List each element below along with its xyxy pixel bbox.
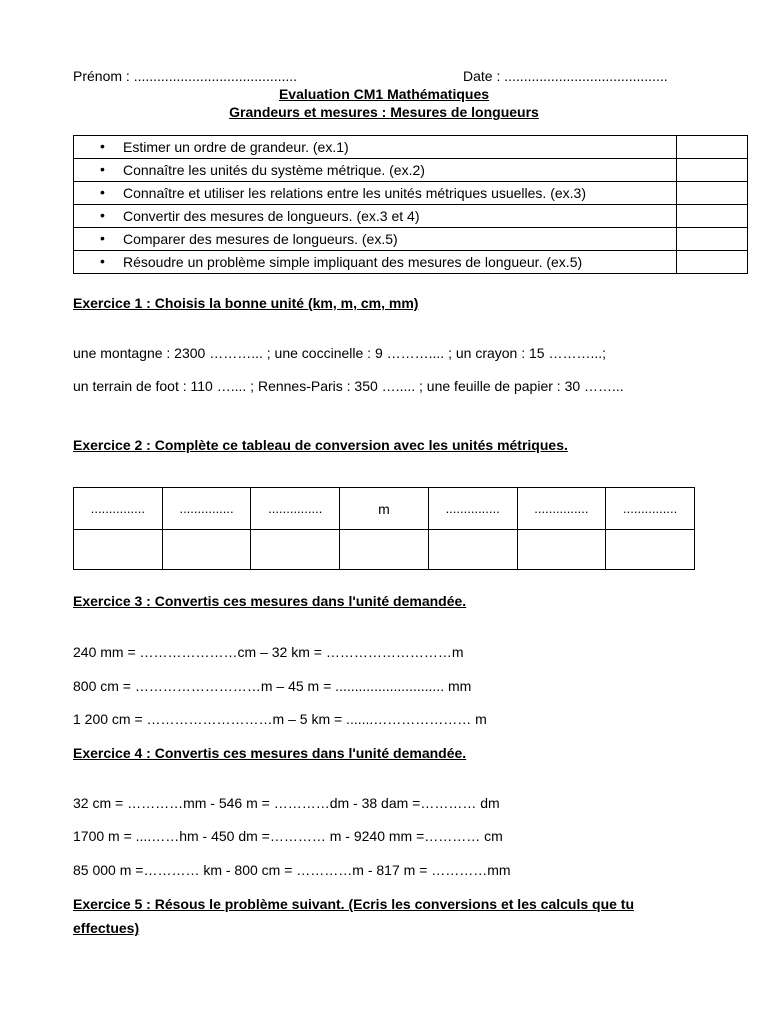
skill-check-box: [677, 159, 748, 182]
skill-label: Estimer un ordre de grandeur. (ex.1): [123, 139, 349, 155]
page-title: Evaluation CM1 Mathématiques: [278, 86, 490, 102]
skill-row: [74, 136, 748, 159]
conversion-cell: ...............: [162, 488, 251, 530]
skill-cell: [74, 205, 677, 228]
skill-label: Résoudre un problème simple impliquant des mesures de longueur. (ex.5): [123, 254, 583, 270]
bullet: •: [100, 253, 105, 269]
conversion-cell: ...............: [251, 488, 340, 530]
conversion-table: [73, 487, 695, 570]
conversion-unit-row: [74, 488, 695, 530]
conversion-cell: m: [340, 488, 429, 530]
exercise-4-title: Exercice 4 : Convertis ces mesures dans l'unité demandée.: [73, 745, 467, 761]
bullet: •: [100, 161, 105, 177]
skill-row: [74, 251, 748, 274]
bullet: •: [100, 138, 105, 154]
skill-row: [74, 182, 748, 205]
bullet: •: [100, 230, 105, 246]
exercise-3-title: Exercice 3 : Convertis ces mesures dans l'unité demandée.: [73, 593, 467, 609]
exercise-5-title-cont: effectues): [73, 920, 140, 936]
conversion-cell: ...............: [606, 488, 695, 530]
exercise-2-title: Exercice 2 : Complète ce tableau de conversion avec les unités métriques.: [73, 437, 568, 453]
skill-label: Connaître les unités du système métrique. (ex.2): [123, 162, 425, 178]
exercise-1-title: Exercice 1 : Choisis la bonne unité (km, m, cm, mm): [73, 295, 419, 311]
exercise-1-line: un terrain de foot : 110 ….... ; Rennes-Paris : 350 …..... ; une feuille de papier : 30 ……...: [73, 378, 624, 394]
exercise-4-line: 1700 m = ....……hm - 450 dm =………… m - 9240 mm =………… cm: [73, 828, 503, 844]
empty-cell: [162, 530, 251, 570]
exercise-3-line: 1 200 cm = ………………………m – 5 km = .......………………… m: [73, 711, 487, 727]
skill-label: Convertir des mesures de longueurs. (ex.3 et 4): [123, 208, 420, 224]
page-subtitle: Grandeurs et mesures : Mesures de longueurs: [229, 104, 539, 120]
skills-table: [73, 135, 748, 274]
skill-cell: [74, 251, 677, 274]
date-field: Date : ..........................................: [463, 68, 668, 84]
conversion-cell: ...............: [428, 488, 517, 530]
exercise-4-line: 32 cm = …………mm - 546 m = …………dm - 38 dam =………… dm: [73, 795, 500, 811]
conversion-cell: ...............: [74, 488, 163, 530]
conversion-cell: ...............: [517, 488, 606, 530]
skill-check-box: [677, 251, 748, 274]
exercise-4-line: 85 000 m =………… km - 800 cm = …………m - 817 m = …………mm: [73, 862, 511, 878]
skill-row: [74, 228, 748, 251]
skill-check-box: [677, 136, 748, 159]
skill-cell: [74, 159, 677, 182]
empty-cell: [517, 530, 606, 570]
prenom-field: Prénom : ..........................................: [73, 68, 298, 84]
skill-check-box: [677, 228, 748, 251]
conversion-empty-row: [74, 530, 695, 570]
empty-cell: [251, 530, 340, 570]
skill-row: [74, 205, 748, 228]
exercise-3-line: 800 cm = ………………………m – 45 m = ............................ mm: [73, 678, 472, 694]
skill-row: [74, 159, 748, 182]
bullet: •: [100, 207, 105, 223]
exercise-3-line: 240 mm = …………………cm – 32 km = ………………………m: [73, 644, 464, 660]
empty-cell: [74, 530, 163, 570]
skill-label: Connaître et utiliser les relations entre les unités métriques usuelles. (ex.3): [123, 185, 586, 201]
empty-cell: [428, 530, 517, 570]
skill-cell: [74, 136, 677, 159]
skill-cell: [74, 228, 677, 251]
exercise-5-title: Exercice 5 : Résous le problème suivant. (Ecris les conversions et les calculs que tu: [73, 896, 635, 912]
skill-check-box: [677, 205, 748, 228]
skill-cell: [74, 182, 677, 205]
skill-label: Comparer des mesures de longueurs. (ex.5): [123, 231, 398, 247]
empty-cell: [340, 530, 429, 570]
bullet: •: [100, 184, 105, 200]
exercise-1-line: une montagne : 2300 ………... ; une coccinelle : 9 ……….... ; un crayon : 15 ………...;: [73, 345, 607, 361]
empty-cell: [606, 530, 695, 570]
skill-check-box: [677, 182, 748, 205]
